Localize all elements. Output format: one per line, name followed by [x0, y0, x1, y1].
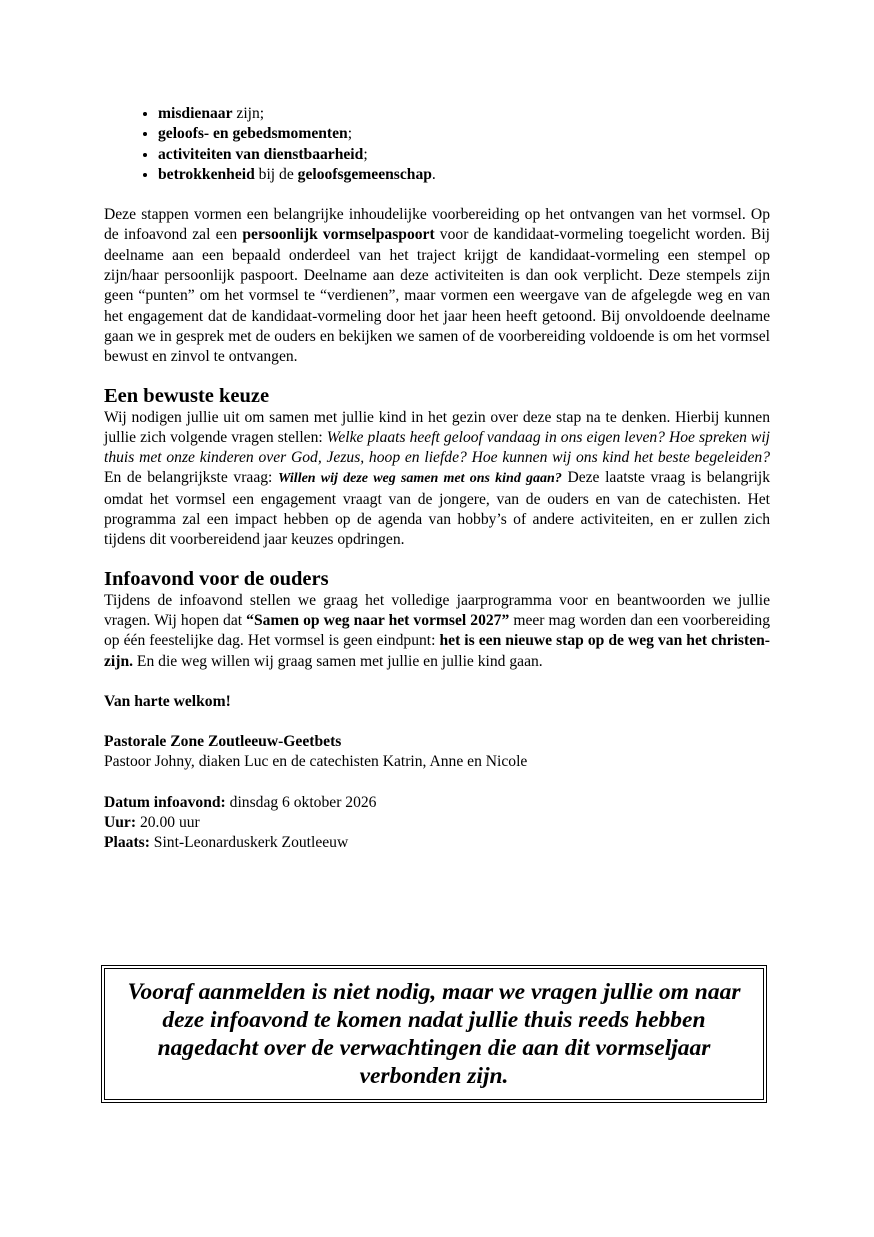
detail-date: Datum infoavond: dinsdag 6 oktober 2026 — [104, 793, 377, 811]
signature-org: Pastorale Zone Zoutleeuw-Geetbets — [104, 733, 342, 751]
list-item: • geloofs- en gebedsmomenten; — [158, 124, 770, 144]
notice-box — [101, 965, 767, 1103]
notice-text: Vooraf aanmelden is niet nodig, maar we vragen jullie om naar deze infoavond te komen nadat jullie thuis reeds hebben nagedacht over de verwachtingen die aan dit vormseljaar verbonden zijn. — [127, 979, 741, 1089]
paragraph-infoavond: Tijdens de infoavond stellen we graag het volledige jaarprogramma voor en beantwoorden we jullie vragen. Wij hopen dat “Samen op weg naar het vormsel 2027” meer mag worden dan een voorbereiding op één feestelijke dag. Het vormsel is geen eindpunt: het is een nieuwe stap op de weg van het christen-zijn. En die weg willen wij graag samen met jullie en jullie kind gaan. — [104, 591, 770, 670]
list-item: • betrokkenheid bij de geloofsgemeenschap. — [158, 165, 770, 185]
list-item: • misdienaar zijn; — [158, 104, 770, 124]
document-content — [104, 104, 770, 854]
list-item: • activiteiten van dienstbaarheid; — [158, 145, 770, 165]
paragraph-paspoort: Deze stappen vormen een belangrijke inhoudelijke voorbereiding op het ontvangen van het vormsel. Op de infoavond zal een persoonlijk vormselpaspoort voor de kandidaat-vormeling toegelicht worden. Bij deelname aan een bepaald onderdeel van het traject krijgt de kandidaat-vormeling een stempel op zijn/haar persoonlijk paspoort. Deelname aan deze activiteiten is dan ook verplicht. Deze stempels zijn geen “punten” om het vormsel te “verdienen”, maar vormen een weergave van de afgelegde weg en van het engagement dat de kandidaat-vormeling door het jaar heen heeft getoond. Bij onvoldoende deelname gaan we in gesprek met de ouders en bekijken we samen of de voorbereiding voldoende is om het vormsel bewust en zinvol te ontvangen. — [104, 206, 770, 366]
paragraph-keuze: Wij nodigen jullie uit om samen met jullie kind in het gezin over deze stap na te denken. Hierbij kunnen jullie zich volgende vragen stellen: Welke plaats heeft geloof vandaag in ons eigen leven? Hoe spreken wij thuis met onze kinderen over God, Jezus, hoop en liefde? Hoe kunnen wij ons kind het beste begeleiden? En de belangrijkste vraag: Willen wij deze weg samen met ons kind gaan? Deze laatste vraag is belangrijk omdat het vormsel een engagement vraagt van de jongere, van de ouders en van de catechisten. Het programma zal een impact hebben op de agenda van hobby’s of andere activiteiten, en er zullen zich tijdens dit voorbereidend jaar keuzes opdringen. — [104, 408, 770, 549]
activity-list — [104, 104, 770, 185]
detail-time: Uur: 20.00 uur — [104, 814, 200, 832]
section-heading-keuze: Een bewuste keuze — [104, 384, 270, 407]
signature-names: Pastoor Johny, diaken Luc en de catechisten Katrin, Anne en Nicole — [104, 753, 528, 771]
welcome-text: Van harte welkom! — [104, 692, 231, 710]
detail-place: Plaats: Sint-Leonarduskerk Zoutleeuw — [104, 834, 349, 852]
section-heading-infoavond: Infoavond voor de ouders — [104, 567, 329, 590]
